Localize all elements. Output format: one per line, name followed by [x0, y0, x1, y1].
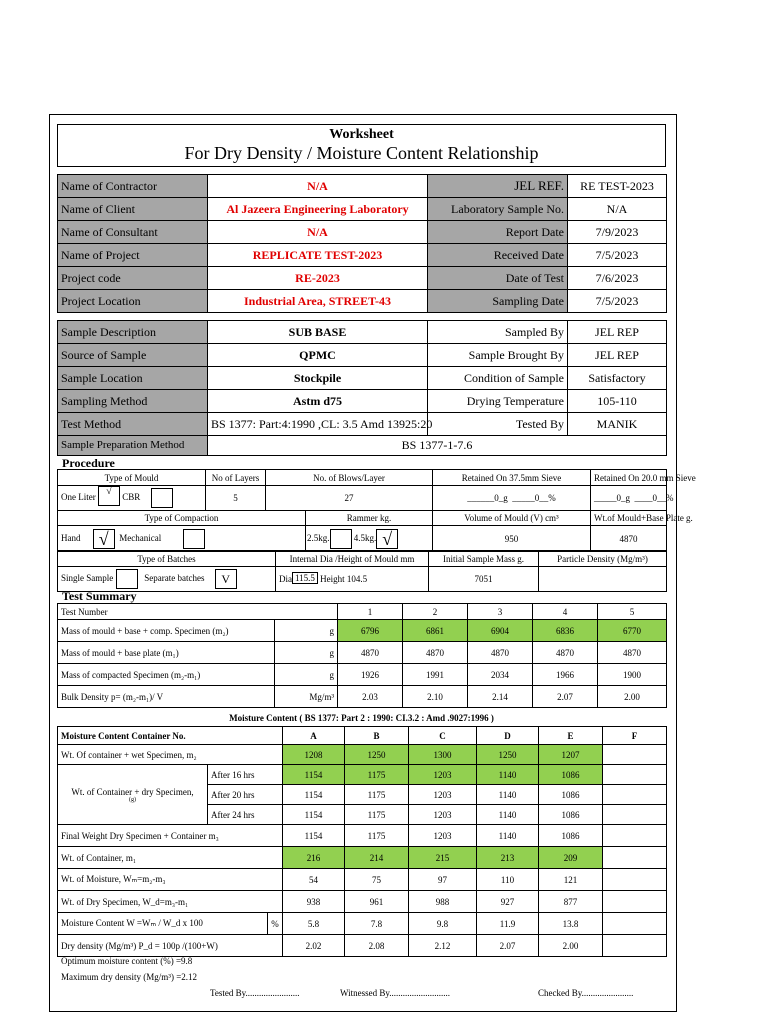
- moisture-row-label: Moisture Content Container No.: [58, 727, 283, 745]
- sample-label: Source of Sample: [58, 344, 208, 367]
- moisture-cell: 988: [409, 891, 477, 913]
- summary-cell: 6796: [338, 620, 403, 642]
- test-number: 5: [598, 604, 667, 620]
- moisture-cell: [603, 913, 667, 935]
- project-info-table: [57, 174, 667, 313]
- rammer-45-checkbox[interactable]: √: [376, 529, 398, 549]
- dia-header: Internal Dia /Height of Mould mm: [276, 551, 429, 567]
- moisture-row-label: Wt. Of container + wet Specimen, m₂: [58, 745, 283, 765]
- moisture-cell: 1140: [477, 785, 539, 805]
- info-right-value: N/A: [568, 198, 667, 221]
- moisture-cell: 1203: [409, 765, 477, 785]
- after-24-label: After 24 hrs: [208, 805, 283, 825]
- moisture-cell: [603, 745, 667, 765]
- summary-row-unit: g: [275, 642, 338, 664]
- info-value: N/A: [208, 221, 428, 244]
- sample-label: Sample Description: [58, 321, 208, 344]
- after-16-label: After 16 hrs: [208, 765, 283, 785]
- moisture-cell: 927: [477, 891, 539, 913]
- info-right-label: Report Date: [428, 221, 568, 244]
- moisture-cell: 110: [477, 869, 539, 891]
- dia-value: 115.5: [292, 572, 318, 584]
- moisture-row-label: Final Weight Dry Specimen + Container m₃: [58, 825, 283, 847]
- moisture-cell: 1154: [283, 805, 345, 825]
- retained-20-header: Retained On 20.0 mm Sieve: [591, 470, 667, 486]
- wt-mould-value: 4870: [591, 526, 667, 552]
- summary-cell: 4870: [598, 642, 667, 664]
- retained-375-header: Retained On 37.5mm Sieve: [433, 470, 591, 486]
- tested-by-signature: Tested By........................: [210, 988, 300, 998]
- info-value: Al Jazeera Engineering Laboratory: [208, 198, 428, 221]
- layers-value: 5: [206, 486, 266, 511]
- info-right-label: JEL REF.: [428, 175, 568, 198]
- blows-value: 27: [266, 486, 433, 511]
- summary-cell: 4870: [533, 642, 598, 664]
- moisture-cell: 938: [283, 891, 345, 913]
- test-number-label: Test Number: [58, 604, 338, 620]
- moisture-cell: 121: [539, 869, 603, 891]
- summary-cell: 2.00: [598, 686, 667, 708]
- moisture-cell: 1250: [477, 745, 539, 765]
- rammer-25-label: 2.5kg.: [307, 532, 330, 543]
- info-right-label: Laboratory Sample No.: [428, 198, 568, 221]
- moisture-cell: 1154: [283, 785, 345, 805]
- summary-row-unit: Mg/m³: [275, 686, 338, 708]
- moisture-cell: 215: [409, 847, 477, 869]
- moisture-cell: [603, 825, 667, 847]
- info-value: REPLICATE TEST-2023: [208, 244, 428, 267]
- moisture-cell: 1175: [345, 825, 409, 847]
- summary-row-label: Mass of mould + base + comp. Specimen (m₂): [58, 620, 275, 642]
- sample-right-label: Tested By: [428, 413, 568, 436]
- moisture-cell: 97: [409, 869, 477, 891]
- dry-sub: (g): [129, 796, 136, 803]
- test-summary-table: [57, 603, 667, 708]
- after-20-label: After 20 hrs: [208, 785, 283, 805]
- type-of-mould-header: Type of Mould: [58, 470, 206, 486]
- moisture-cell: 11.9: [477, 913, 539, 935]
- moisture-cell: 2.08: [345, 935, 409, 957]
- particle-header: Particle Density (Mg/m³): [539, 551, 667, 567]
- summary-cell: 2.14: [468, 686, 533, 708]
- sample-value: BS 1377: Part:4:1990 ,CL: 3.5 Amd 13925:20: [208, 413, 428, 436]
- moisture-cell: 213: [477, 847, 539, 869]
- separate-batches-checkbox[interactable]: V: [215, 569, 237, 589]
- summary-cell: 6836: [533, 620, 598, 642]
- moisture-cell: [603, 805, 667, 825]
- summary-cell: 1900: [598, 664, 667, 686]
- moisture-cell: 1140: [477, 805, 539, 825]
- moisture-cell: 1175: [345, 805, 409, 825]
- moisture-cell: 5.8: [283, 913, 345, 935]
- one-liter-check: √: [106, 486, 112, 497]
- summary-row-unit: g: [275, 620, 338, 642]
- procedure-table: [57, 469, 696, 552]
- one-liter-checkbox[interactable]: [98, 486, 120, 506]
- test-number: 3: [468, 604, 533, 620]
- compaction-header: Type of Compaction: [58, 511, 306, 526]
- test-number: 4: [533, 604, 598, 620]
- title-box: [57, 124, 666, 167]
- rammer-25-checkbox[interactable]: [330, 529, 352, 549]
- batches-cell: [58, 567, 276, 592]
- info-label: Name of Client: [58, 198, 208, 221]
- moisture-cell: [603, 785, 667, 805]
- compaction-cell: [58, 526, 306, 552]
- sample-value: Stockpile: [208, 367, 428, 390]
- moisture-cell: [603, 891, 667, 913]
- summary-cell: 1991: [403, 664, 468, 686]
- retained-375-value: ______0_g _____0__%: [433, 486, 591, 511]
- batches-header: Type of Batches: [58, 551, 276, 567]
- moisture-cell: C: [409, 727, 477, 745]
- moisture-row-unit: %: [268, 913, 283, 935]
- info-value: RE-2023: [208, 267, 428, 290]
- info-label: Name of Consultant: [58, 221, 208, 244]
- moisture-row-label: Wt. of Moisture, Wₘ=m₂-m₃: [58, 869, 283, 891]
- sample-label: Sampling Method: [58, 390, 208, 413]
- dry-label: Wt. of Container + dry Specimen,: [71, 786, 194, 797]
- one-liter-label: One Liter: [61, 492, 96, 503]
- batches-table: [57, 550, 667, 592]
- summary-cell: 2034: [468, 664, 533, 686]
- mdd-result: Maximum dry density (Mg/m³) =2.12: [61, 972, 198, 982]
- test-number: 1: [338, 604, 403, 620]
- prep-label: Sample Preparation Method: [58, 436, 208, 456]
- no-of-layers-header: No of Layers: [206, 470, 266, 486]
- moisture-cell: 1086: [539, 825, 603, 847]
- info-right-value: 7/5/2023: [568, 290, 667, 313]
- summary-row-unit: g: [275, 664, 338, 686]
- moisture-cell: 1207: [539, 745, 603, 765]
- init-mass-value: 7051: [429, 567, 539, 592]
- summary-cell: 1966: [533, 664, 598, 686]
- prep-value: BS 1377-1-7.6: [208, 436, 667, 456]
- moisture-cell: 1154: [283, 825, 345, 847]
- moisture-cell: [603, 847, 667, 869]
- sample-value: QPMC: [208, 344, 428, 367]
- info-label: Project code: [58, 267, 208, 290]
- procedure-heading: Procedure: [62, 456, 115, 470]
- dia-label: Dia: [279, 574, 292, 584]
- sample-info-table: [57, 320, 667, 456]
- hand-label: Hand: [61, 532, 81, 543]
- moisture-cell: 9.8: [409, 913, 477, 935]
- moisture-cell: 1140: [477, 765, 539, 785]
- cbr-checkbox[interactable]: [151, 488, 173, 508]
- summary-cell: 1926: [338, 664, 403, 686]
- moisture-cell: 1250: [345, 745, 409, 765]
- wt-mould-header: Wt.of Mould+Base Plate g.: [591, 511, 667, 526]
- moisture-cell: F: [603, 727, 667, 745]
- moisture-cell: 1203: [409, 805, 477, 825]
- dia-cell: [276, 567, 429, 592]
- moisture-cell: 1140: [477, 825, 539, 847]
- summary-cell: 6904: [468, 620, 533, 642]
- info-value: N/A: [208, 175, 428, 198]
- info-value: Industrial Area, STREET-43: [208, 290, 428, 313]
- info-label: Name of Contractor: [58, 175, 208, 198]
- info-label: Project Location: [58, 290, 208, 313]
- info-right-label: Received Date: [428, 244, 568, 267]
- moisture-cell: 2.07: [477, 935, 539, 957]
- moisture-cell: 7.8: [345, 913, 409, 935]
- single-sample-label: Single Sample: [61, 573, 114, 584]
- mechanical-label: Mechanical: [119, 532, 162, 543]
- sample-value: SUB BASE: [208, 321, 428, 344]
- moisture-cell: 1300: [409, 745, 477, 765]
- summary-cell: 2.10: [403, 686, 468, 708]
- volume-value: 950: [433, 526, 591, 552]
- blows-header: No. of Blows/Layer: [266, 470, 433, 486]
- moisture-cell: 54: [283, 869, 345, 891]
- moisture-cell: 2.02: [283, 935, 345, 957]
- rammer-cell: [306, 526, 433, 552]
- retained-20-value: _____0_g ____0__%: [591, 486, 667, 511]
- summary-cell: 2.03: [338, 686, 403, 708]
- sample-right-label: Sample Brought By: [428, 344, 568, 367]
- info-right-value: RE TEST-2023: [568, 175, 667, 198]
- moisture-cell: [603, 935, 667, 957]
- moisture-cell: 1175: [345, 785, 409, 805]
- info-right-value: 7/5/2023: [568, 244, 667, 267]
- moisture-cell: 1175: [345, 765, 409, 785]
- sample-right-value: JEL REP: [568, 344, 667, 367]
- witnessed-by-signature: Witnessed By...........................: [340, 988, 451, 998]
- moisture-cell: 1086: [539, 785, 603, 805]
- summary-cell: 2.07: [533, 686, 598, 708]
- omc-result: Optimum moisture content (%) =9.8: [61, 956, 193, 966]
- sample-right-label: Condition of Sample: [428, 367, 568, 390]
- info-right-label: Date of Test: [428, 267, 568, 290]
- moisture-cell: 214: [345, 847, 409, 869]
- test-number: 2: [403, 604, 468, 620]
- moisture-cell: 1154: [283, 765, 345, 785]
- summary-row-label: Bulk Density p= (m₂-m₁)/ V: [58, 686, 275, 708]
- test-summary-heading: Test Summary: [62, 589, 137, 603]
- sample-label: Sample Location: [58, 367, 208, 390]
- moisture-cell: A: [283, 727, 345, 745]
- moisture-cell: 209: [539, 847, 603, 869]
- moisture-row-label: Wt. of Dry Specimen, W_d=m₃-m₁: [58, 891, 283, 913]
- cbr-label: CBR: [122, 492, 141, 503]
- hand-checkbox[interactable]: √: [93, 529, 115, 549]
- moisture-cell: 1203: [409, 825, 477, 847]
- summary-cell: 6770: [598, 620, 667, 642]
- worksheet-title: Worksheet: [329, 127, 394, 142]
- moisture-cell: 1208: [283, 745, 345, 765]
- moisture-cell: 216: [283, 847, 345, 869]
- moisture-cell: 2.00: [539, 935, 603, 957]
- moisture-cell: 13.8: [539, 913, 603, 935]
- sample-right-value: MANIK: [568, 413, 667, 436]
- summary-row-label: Mass of compacted Specimen (m₂-m₁): [58, 664, 275, 686]
- moisture-cell: B: [345, 727, 409, 745]
- summary-cell: 6861: [403, 620, 468, 642]
- summary-cell: 4870: [468, 642, 533, 664]
- moisture-cell: [603, 869, 667, 891]
- moisture-cell: 1086: [539, 805, 603, 825]
- moisture-cell: 1086: [539, 765, 603, 785]
- particle-value: [539, 567, 667, 592]
- sample-right-value: JEL REP: [568, 321, 667, 344]
- moisture-cell: 1203: [409, 785, 477, 805]
- moisture-table: [57, 726, 667, 957]
- moisture-cell: 961: [345, 891, 409, 913]
- height-value: Height 104.5: [320, 574, 368, 584]
- sample-right-value: 105-110: [568, 390, 667, 413]
- volume-header: Volume of Mould (V) cm³: [433, 511, 591, 526]
- moisture-row-label: Wt. of Container, m₁: [58, 847, 283, 869]
- sample-value: Astm d75: [208, 390, 428, 413]
- moisture-cell: 877: [539, 891, 603, 913]
- dry-label-cell: [58, 765, 208, 825]
- sample-right-label: Sampled By: [428, 321, 568, 344]
- worksheet-subtitle: For Dry Density / Moisture Content Relationship: [184, 143, 539, 163]
- sample-right-label: Drying Temperature: [428, 390, 568, 413]
- rammer-45-label: 4.5kg.: [353, 532, 377, 543]
- moisture-cell: 75: [345, 869, 409, 891]
- summary-cell: 4870: [403, 642, 468, 664]
- info-label: Name of Project: [58, 244, 208, 267]
- summary-row-label: Mass of mould + base plate (m₁): [58, 642, 275, 664]
- moisture-cell: [603, 765, 667, 785]
- sample-label: Test Method: [58, 413, 208, 436]
- moisture-row-label: Moisture Content W =Wₘ / W_d x 100: [58, 913, 268, 935]
- moisture-cell: D: [477, 727, 539, 745]
- moisture-cell: E: [539, 727, 603, 745]
- checked-by-signature: Checked By.......................: [538, 988, 634, 998]
- separate-batches-label: Separate batches: [144, 573, 205, 584]
- sample-right-value: Satisfactory: [568, 367, 667, 390]
- moisture-cell: 2.12: [409, 935, 477, 957]
- moisture-heading: Moisture Content ( BS 1377: Part 2 : 1990: CI.3.2 : Amd .9027:1996 ): [229, 713, 494, 723]
- info-right-value: 7/6/2023: [568, 267, 667, 290]
- info-right-value: 7/9/2023: [568, 221, 667, 244]
- single-sample-checkbox[interactable]: [116, 569, 138, 589]
- rammer-header: Rammer kg.: [306, 511, 433, 526]
- init-mass-header: Initial Sample Mass g.: [429, 551, 539, 567]
- mechanical-checkbox[interactable]: [183, 529, 205, 549]
- moisture-row-label: Dry density (Mg/m³) P_d = 100p /(100+W): [58, 935, 283, 957]
- mould-cell: [58, 486, 206, 511]
- info-right-label: Sampling Date: [428, 290, 568, 313]
- summary-cell: 4870: [338, 642, 403, 664]
